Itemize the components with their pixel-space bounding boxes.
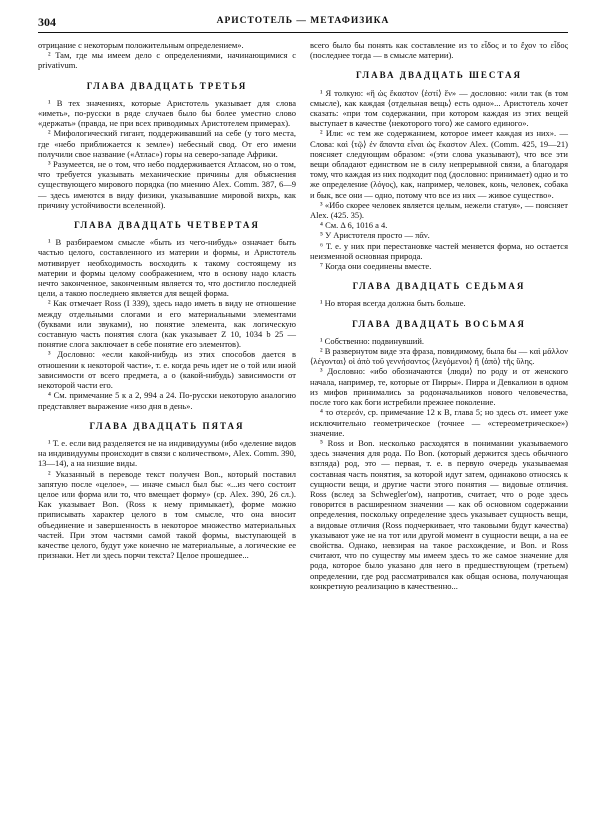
- chapter-heading-23: ГЛАВА ДВАДЦАТЬ ТРЕТЬЯ: [86, 80, 248, 91]
- note-paragraph: ² Или: «с тем же содержанием, которое имеет каждая из них». — Слова: καὶ ⟨τῷ⟩ ἐν ἅπαντα εἶναι ὡς ἕκαστον Alex. (Comm. 425, 19—21) поясняет следующим образом: «(эти слова указывают), что все эти вещи обладают единством не в силу непрерывной связи, а благодаря тому, что каждая из них подходит под (дословно: принимает) одно и то же определение (λόγος), как, например, человек, конь, человек, собака и бык, все они — одно, потому что все из них — живое существо».: [310, 128, 568, 200]
- running-header: [38, 14, 568, 33]
- chapter-heading-25: ГЛАВА ДВАДЦАТЬ ПЯТАЯ: [89, 420, 245, 431]
- note-paragraph: ² Как отмечает Ross (I 339), здесь надо иметь в виду не отношение между отдельными слогами и его материальными элементами (буквами или звуками), но понятие элемента, как логическую составную часть понятия слога (как указывает Z 10, 1034 b 25 — понятие слога заключает в себе понятие его элементов).: [38, 298, 296, 350]
- running-title: АРИСТОТЕЛЬ — МЕТАФИЗИКА: [216, 16, 390, 26]
- note-paragraph: ³ «Ибо скорее человек является целым, нежели статуя», — поясняет Alex. (425. 35).: [310, 199, 568, 221]
- note-paragraph: ⁴ το στερεόν, ср. примечание 12 к B, глава 5; но здесь στ. имеет уже исключительно геометрическое (точнее — «стереометрическое») значение.: [310, 407, 568, 438]
- note-paragraph: ¹ В разбираемом смысле «быть из чего-нибудь» означает быть частью целого, составленного из материи и формы, и Аристотель мотивирует необходимость восходить к такому состоящему из материи и формы целому соображением, что в основу надо класть нечто законченное, законченным является то, что достигло последней цели, а такою последнею является для вещей форма.: [38, 237, 296, 299]
- note-paragraph: ² Мифологический гигант, поддерживавший на себе (у того места, где «небо приближается к земле») небесный свод. От его имени получили свое название («Атлас») горы на северо-западе Африки.: [38, 128, 296, 159]
- note-paragraph: ³ Разумеется, не о том, что небо поддерживается Атласом, но о том, что требуется указывать механические причины для объяснения существующего мирового порядка (по мнению Alex. Comm. 387, 6—9 — здесь имеются в виду физики, указывавшие мировой вихрь, как причину устойчивости вселенной).: [38, 159, 296, 210]
- page-number: 304: [38, 15, 56, 29]
- left-column: [38, 40, 296, 560]
- chapter-heading-24: ГЛАВА ДВАДЦАТЬ ЧЕТВЕРТАЯ: [74, 220, 260, 231]
- note-paragraph: ⁵ У Аристотеля просто — πᾶν.: [320, 230, 430, 241]
- chapter-heading-27: ГЛАВА ДВАДЦАТЬ СЕДЬМАЯ: [352, 281, 526, 292]
- note-paragraph: ¹ Собственно: подвинувший.: [320, 335, 424, 346]
- note-paragraph: ² Указанный в переводе текст получен Bon., который поставил запятую после «целое», — иначе смысл был бы: «...из чего состоит целое или форма или то, что вмещает форму» (ср. Alex. 390, 26 сл.). Как указывает Bon. (Ross к нему примыкает), форме можно приписывать характер целого в том смысле, что она вносит объединение и завершенность в некоторое множество материальных частей. При этом частями самой такой формы, выступающей в качестве целого, будут уже конечно не материальные, а логические ее признаки. Нет ли здесь порчи текста? Целое прошедшее...: [38, 468, 296, 561]
- note-paragraph: ⁴ См. Δ 6, 1016 a 4.: [320, 220, 388, 231]
- note-paragraph: ² В развернутом виде эта фраза, повидимому, была бы — καὶ μᾶλλον ⟨λέγονται⟩ οἱ ἀπὸ τοῦ γεννήσαντος ⟨λεγόμενοι⟩ ἤ ⟨ἀπὸ⟩ τῆς ὕλης.: [310, 346, 568, 367]
- note-paragraph: ¹ Т. е. если вид разделяется не на индивидуумы (ибо «деление видов на индивидуумы происходит в связи с количеством», Alex. Comm. 390, 13—14), а на низшие виды.: [38, 437, 296, 469]
- page: [38, 14, 568, 809]
- note-paragraph: ² Там, где мы имеем дело с определениями, начинающимися с privativum.: [38, 50, 296, 71]
- note-paragraph: ⁷ Когда они соединены вместе.: [320, 261, 432, 272]
- chapter-heading-26: ГЛАВА ДВАДЦАТЬ ШЕСТАЯ: [356, 70, 522, 81]
- note-paragraph: ⁵ Ross и Bon. несколько расходятся в понимании указываемого здесь значения для рода. По Bon. (который держится здесь обычного взгляда) род, это — первая, т. е. в первую очередь указываемая составная часть понятия, за которой идут затем, одинаково относясь к сущности вещи, и другие части этого понятия — видовые отличия. Ross (вслед за Schwegler'ом), напротив, считает, что о роде здесь говорится в расширенном значении — как об основном содержании определения, поскольку определение здесь указывает сущность вещи, а видовые отличия (Ross подчеркивает, что таковыми будут качества) указывают уже не на тот или другой момент в сущности вещи, а на ее свойства. Однако, невзирая на такое расхождение, и Bon. и Ross считают, что по существу мы имеем здесь то же самое значение для рода, которое было указано для него в предшествующем (третьем) определении, где род рассматривался как общая основа, получающая конкретную реализацию в качественно...: [310, 437, 568, 591]
- carry-line: отрицание с некоторым положительным определением».: [38, 40, 244, 50]
- note-paragraph: ¹ Но вторая всегда должна быть больше.: [320, 298, 466, 309]
- note-paragraph: ⁶ Т. е. у них при перестановке частей меняется форма, но остается неизменной основная природа.: [310, 240, 568, 261]
- carry-line: всего было бы понять как составление из το εἶδος и το ἔχον το εἶδος (последнее тогда — в смысле материи).: [310, 40, 568, 61]
- note-paragraph: ¹ Я толкую: «ἣ ὡς ἕκαστον ⟨ἐστί⟩ ἕν» — дословно: «или так (в том смысле), как каждая ⟨отдельная вещь⟩ есть одно»... Аристотель хочет сказать: «при том содержании, при котором каждая из этих вещей выступает в качестве ⟨некоторого того⟩ же самого единого».: [310, 87, 568, 129]
- note-paragraph: ³ Дословно: «если какой-нибудь из этих способов дается в отношении к некоторой части», т. е. когда речь идет не о той или иной зависимости от всего предмета, а о (какой-нибудь) зависимости от некоторой части его.: [38, 349, 296, 391]
- note-paragraph: ⁴ См. примечание 5 к a 2, 994 a 24. По-русски некоторую аналогию представляет выражение «изо дня в день».: [38, 390, 296, 411]
- note-paragraph: ¹ В тех значениях, которые Аристотель указывает для слова «иметь», по-русски в ряде случаев было бы более уместно слово «держать» (правда, не при всех приводимых Аристотелем примерах).: [38, 97, 296, 129]
- right-column: [310, 40, 568, 591]
- chapter-heading-28: ГЛАВА ДВАДЦАТЬ ВОСЬМАЯ: [352, 318, 526, 329]
- note-paragraph: ³ Дословно: «ибо обозначаются ⟨люди⟩ по роду и от женского начала, например, те, которые от Пирры». Пирра и Девкалион в одном из мифов принимались за родоначальников нового человечества, после того как боги истребили прежнее поколение.: [310, 366, 568, 408]
